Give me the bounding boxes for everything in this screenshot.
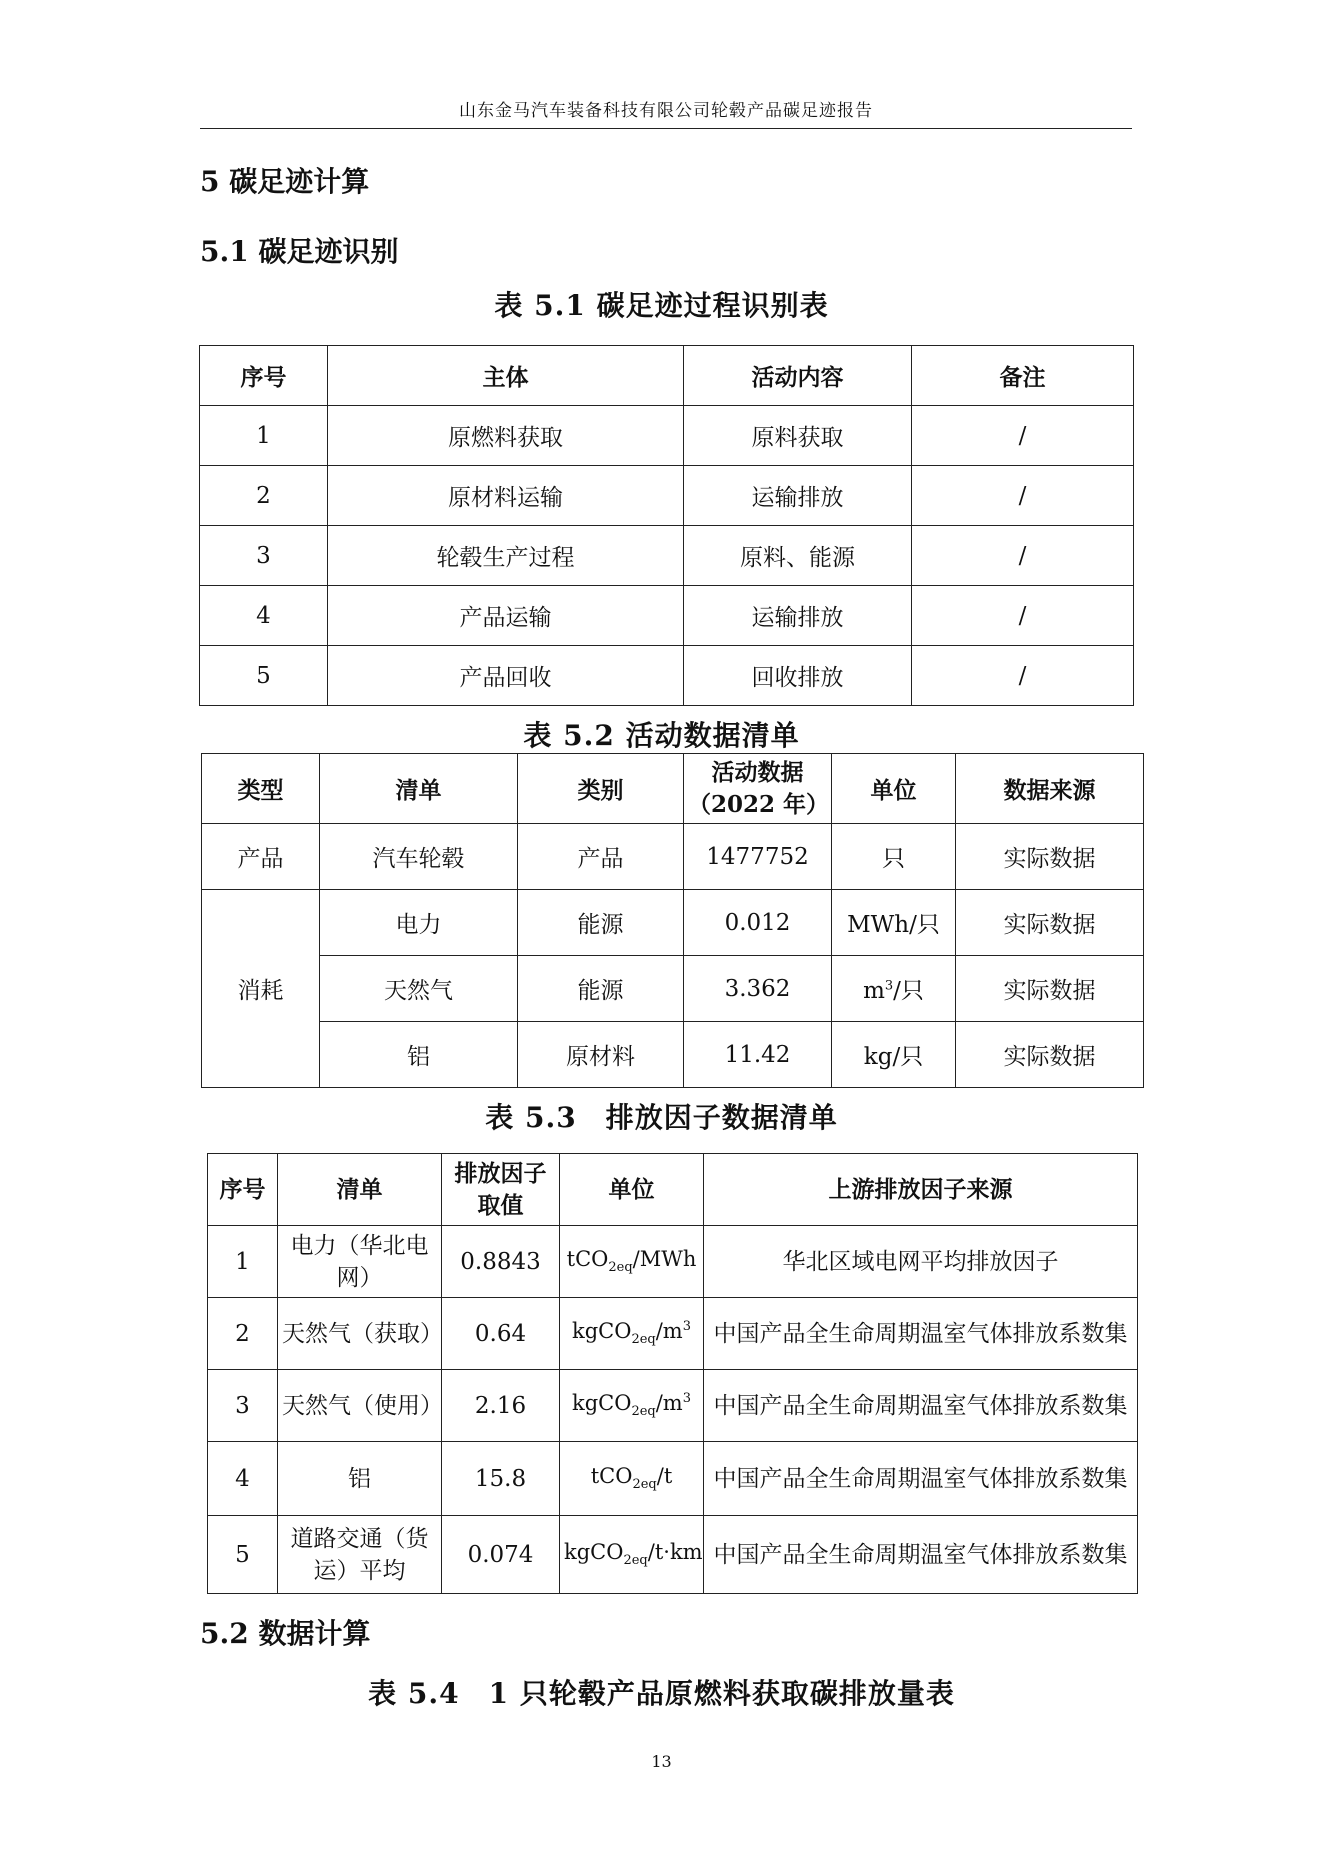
table-cell: 运输排放 [684,586,912,646]
table-cell: 0.64 [442,1298,560,1370]
unit-cell [560,1516,704,1594]
table-cell: / [912,466,1134,526]
unit-text: kgCO [564,1539,624,1564]
table-cell: 天然气（使用） [278,1370,442,1442]
header-cell: 序号 [208,1154,278,1226]
table-cell: 2 [200,466,328,526]
unit-superscript: 3 [682,1390,692,1406]
header-cell: 清单 [320,754,518,824]
table-cell: / [912,586,1134,646]
unit-cell [560,1226,704,1298]
unit-text: /m [655,1390,683,1415]
activity-data-table [201,753,1144,1088]
table-cell: 0.8843 [442,1226,560,1298]
table-cell: 原燃料获取 [328,406,684,466]
table-row [208,1442,1138,1516]
table-cell: 0.074 [442,1516,560,1594]
header-cell: 序号 [200,346,328,406]
table-cell [832,956,956,1022]
table-row [202,890,1144,956]
unit-base: m [863,978,885,1004]
table-cell: 0.012 [684,890,832,956]
page-header: 山东金马汽车装备科技有限公司轮毂产品碳足迹报告 [200,96,1132,129]
table-cell: 运输排放 [684,466,912,526]
table-row [208,1370,1138,1442]
unit-text: kgCO [571,1390,632,1415]
table-cell: 5 [208,1516,278,1594]
unit-cell [560,1442,704,1516]
unit-text: tCO [566,1246,609,1271]
unit-cell [560,1298,704,1370]
table-row [202,1022,1144,1088]
table-cell: 中国产品全生命周期温室气体排放系数集 [704,1370,1138,1442]
table-cell: 产品运输 [328,586,684,646]
table-header-row [208,1154,1138,1226]
table-row [200,406,1134,466]
table-cell: 汽车轮毂 [320,824,518,890]
table-cell: 产品 [518,824,684,890]
unit-superscript: 3 [884,978,894,994]
table-row [202,824,1144,890]
header-cell: 排放因子取值 [442,1154,560,1226]
header-cell: 活动数据（2022 年） [684,754,832,824]
table-cell: 实际数据 [956,956,1144,1022]
unit-text: kgCO [571,1318,632,1343]
table-cell: 华北区域电网平均排放因子 [704,1226,1138,1298]
table3-caption: 表 5.3 排放因子数据清单 [485,1101,838,1134]
emission-factor-table [207,1153,1138,1594]
unit-text: /t·km [647,1539,703,1564]
unit-subscript: 2eq [632,1477,657,1493]
header-cell: 单位 [832,754,956,824]
type-cell: 消耗 [202,890,320,1088]
table-cell: 实际数据 [956,890,1144,956]
table-cell: 回收排放 [684,646,912,706]
table-cell: 天然气 [320,956,518,1022]
table-header-row [200,346,1134,406]
table-cell: 1 [200,406,328,466]
table-cell: 天然气（获取） [278,1298,442,1370]
table-row [208,1226,1138,1298]
table-row [208,1516,1138,1594]
table-cell: 实际数据 [956,1022,1144,1088]
unit-text: /t [656,1463,673,1488]
table-cell: 4 [200,586,328,646]
table-cell: 3.362 [684,956,832,1022]
unit-superscript: 3 [682,1318,692,1334]
table2-caption: 表 5.2 活动数据清单 [523,719,800,752]
table-cell: 中国产品全生命周期温室气体排放系数集 [704,1516,1138,1594]
table-cell: / [912,646,1134,706]
type-cell: 产品 [202,824,320,890]
table-header-row [202,754,1144,824]
table-cell: 电力（华北电网） [278,1226,442,1298]
table-cell: 实际数据 [956,824,1144,890]
table-cell: 轮毂生产过程 [328,526,684,586]
table-cell: 15.8 [442,1442,560,1516]
unit-text: /m [655,1318,683,1343]
header-cell: 上游排放因子来源 [704,1154,1138,1226]
table-row [200,586,1134,646]
header-cell: 单位 [560,1154,704,1226]
table-row [200,466,1134,526]
table-cell: 11.42 [684,1022,832,1088]
table-cell: 原料、能源 [684,526,912,586]
unit-subscript: 2eq [623,1553,648,1569]
table-row [200,526,1134,586]
table-cell: 1 [208,1226,278,1298]
table-cell: / [912,526,1134,586]
table-cell: 4 [208,1442,278,1516]
header-cell: 主体 [328,346,684,406]
subsection-title-calculation: 5.2 数据计算 [200,1617,371,1650]
table-cell: 原材料运输 [328,466,684,526]
header-cell: 清单 [278,1154,442,1226]
unit-text: /MWh [632,1246,697,1271]
unit-tail: /只 [893,978,924,1004]
header-cell: 类型 [202,754,320,824]
table-cell: 1477752 [684,824,832,890]
table-cell: 2 [208,1298,278,1370]
table-cell: 产品回收 [328,646,684,706]
table-cell: 3 [208,1370,278,1442]
table-cell: 道路交通（货运）平均 [278,1516,442,1594]
table-cell: 能源 [518,956,684,1022]
table-row [208,1298,1138,1370]
section-title: 5 碳足迹计算 [200,165,370,198]
table-row [202,956,1144,1022]
header-cell: 备注 [912,346,1134,406]
unit-text: tCO [590,1463,633,1488]
table-cell: 中国产品全生命周期温室气体排放系数集 [704,1442,1138,1516]
table-cell: kg/只 [832,1022,956,1088]
unit-subscript: 2eq [631,1404,656,1420]
table-cell: 原材料 [518,1022,684,1088]
table-cell: 5 [200,646,328,706]
subsection-title-identification: 5.1 碳足迹识别 [200,235,399,268]
table-cell: 3 [200,526,328,586]
table-cell: 中国产品全生命周期温室气体排放系数集 [704,1298,1138,1370]
unit-subscript: 2eq [631,1332,656,1348]
table-cell: 能源 [518,890,684,956]
table-cell: 电力 [320,890,518,956]
table-cell: 铝 [320,1022,518,1088]
page-number: 13 [651,1752,672,1771]
table-cell: 2.16 [442,1370,560,1442]
table-cell: 铝 [278,1442,442,1516]
table-cell: / [912,406,1134,466]
table-cell: MWh/只 [832,890,956,956]
header-cell: 类别 [518,754,684,824]
header-cell: 数据来源 [956,754,1144,824]
table4-caption: 表 5.4 1 只轮毂产品原燃料获取碳排放量表 [368,1677,955,1710]
unit-cell [560,1370,704,1442]
table-cell: 原料获取 [684,406,912,466]
table-cell: 只 [832,824,956,890]
table-row [200,646,1134,706]
header-cell: 活动内容 [684,346,912,406]
process-identification-table [199,345,1134,706]
table1-caption: 表 5.1 碳足迹过程识别表 [494,289,829,322]
unit-subscript: 2eq [608,1260,633,1276]
